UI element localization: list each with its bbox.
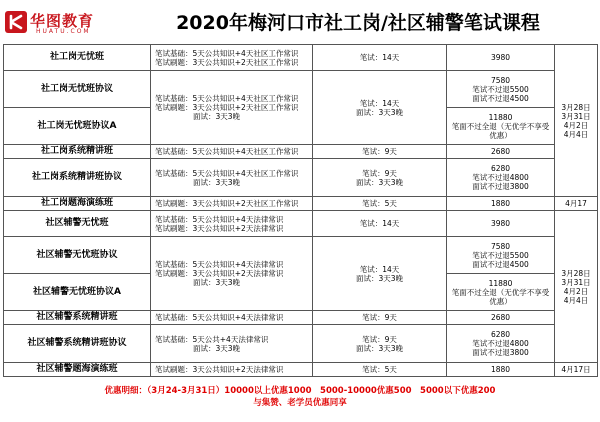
table-row (4, 145, 598, 159)
course-dates: 3月28日 3月31日 4月2日 4月4日 (555, 45, 598, 197)
course-name: 社工岗题海演练班 (4, 197, 151, 211)
course-mode: 笔试：9天 (313, 145, 447, 159)
course-mode: 笔试：9天 面试：3天3晚 (313, 325, 447, 363)
course-mode: 笔试：14天 (313, 211, 447, 237)
course-price: 2680 (447, 145, 555, 159)
table-row (4, 159, 598, 197)
course-table (3, 44, 598, 377)
table-row (4, 311, 598, 325)
table-row (4, 197, 598, 211)
course-name: 社区辅警无忧班 (4, 211, 151, 237)
course-name: 社工岗无忧班协议 (4, 71, 151, 108)
course-name: 社工岗系统精讲班 (4, 145, 151, 159)
course-name: 社区辅警系统精讲班协议 (4, 325, 151, 363)
discount-note (0, 385, 600, 409)
course-content: 笔试刷题：3天公共知识+2天法律常识 (151, 363, 313, 377)
course-content: 笔试基础：5天公共知识+4天社区工作常识 笔试刷题：3天公共知识+2天社区工作常识 面试：3天3晚 (151, 71, 313, 145)
course-mode: 笔试：14天 面试：3天3晚 (313, 237, 447, 311)
course-content: 笔试基础：5天公共知识+4天社区工作常识 (151, 145, 313, 159)
course-content: 笔试基础：5天公共知识+4天法律常识 笔试刷题：3天公共知识+2天法律常识 面试：3天3晚 (151, 237, 313, 311)
course-content: 笔试基础：5天公共知识+4天社区工作常识 笔试刷题：3天公共知识+2天社区工作常识 (151, 45, 313, 71)
course-name: 社区辅警无忧班协议A (4, 274, 151, 311)
course-mode: 笔试：9天 面试：3天3晚 (313, 159, 447, 197)
logo-subtext: HUATU.COM (36, 28, 91, 35)
course-content: 笔试刷题：3天公共知识+2天社区工作常识 (151, 197, 313, 211)
course-dates: 3月28日 3月31日 4月2日 4月4日 (555, 211, 598, 363)
page-header (0, 0, 600, 44)
course-price: 7580 笔试不过退5500 面试不过退4500 (447, 71, 555, 108)
discount-line: 优惠明细：（3月24-3月31日）10000以上优惠1000 5000-10000优惠500 5000以下优惠200 (104, 386, 496, 396)
logo-text: 华图教育 (30, 12, 95, 30)
course-price: 6280 笔试不过退4800 面试不过退3800 (447, 325, 555, 363)
course-price: 1880 (447, 363, 555, 377)
course-date: 4月17日 (555, 363, 598, 377)
course-name: 社区辅警题海演练班 (4, 363, 151, 377)
course-name: 社区辅警无忧班协议 (4, 237, 151, 274)
table-row (4, 71, 598, 108)
course-name: 社工岗系统精讲班协议 (4, 159, 151, 197)
course-name: 社工岗无忧班协议A (4, 108, 151, 145)
course-content: 笔试基础：5天公共知识+4天社区工作常识 面试：3天3晚 (151, 159, 313, 197)
course-price: 3980 (447, 211, 555, 237)
course-price: 1880 (447, 197, 555, 211)
course-price: 7580 笔试不过退5500 面试不过退4500 (447, 237, 555, 274)
page-title: 2020年梅河口市社工岗/社区辅警笔试课程 (176, 12, 540, 34)
huatu-logo-icon (5, 11, 27, 33)
course-price: 6280 笔试不过退4800 面试不过退3800 (447, 159, 555, 197)
course-price: 11880 笔面不过全退（无优学不享受 优惠） (447, 108, 555, 145)
course-content: 笔试基础：5天公共知识+4天法律常识 (151, 311, 313, 325)
course-mode: 笔试：14天 (313, 45, 447, 71)
huatu-logo (5, 9, 115, 37)
course-content: 笔试基础：5天公共+4天法律常识 面试：3天3晚 (151, 325, 313, 363)
course-date: 4月17 (555, 197, 598, 211)
course-price: 3980 (447, 45, 555, 71)
table-row (4, 363, 598, 377)
course-name: 社区辅警系统精讲班 (4, 311, 151, 325)
course-mode: 笔试：5天 (313, 197, 447, 211)
course-content: 笔试基础：5天公共知识+4天法律常识 笔试刷题：3天公共知识+2天法律常识 (151, 211, 313, 237)
table-row (4, 325, 598, 363)
table-row (4, 45, 598, 71)
course-mode: 笔试：9天 (313, 311, 447, 325)
table-row (4, 211, 598, 237)
course-mode: 笔试：5天 (313, 363, 447, 377)
table-row (4, 237, 598, 274)
course-price: 11880 笔面不过全退（无优学不享受 优惠） (447, 274, 555, 311)
discount-line-2: 与集赞、老学员优惠同享 (253, 398, 347, 408)
course-price: 2680 (447, 311, 555, 325)
course-name: 社工岗无忧班 (4, 45, 151, 71)
course-mode: 笔试：14天 面试：3天3晚 (313, 71, 447, 145)
